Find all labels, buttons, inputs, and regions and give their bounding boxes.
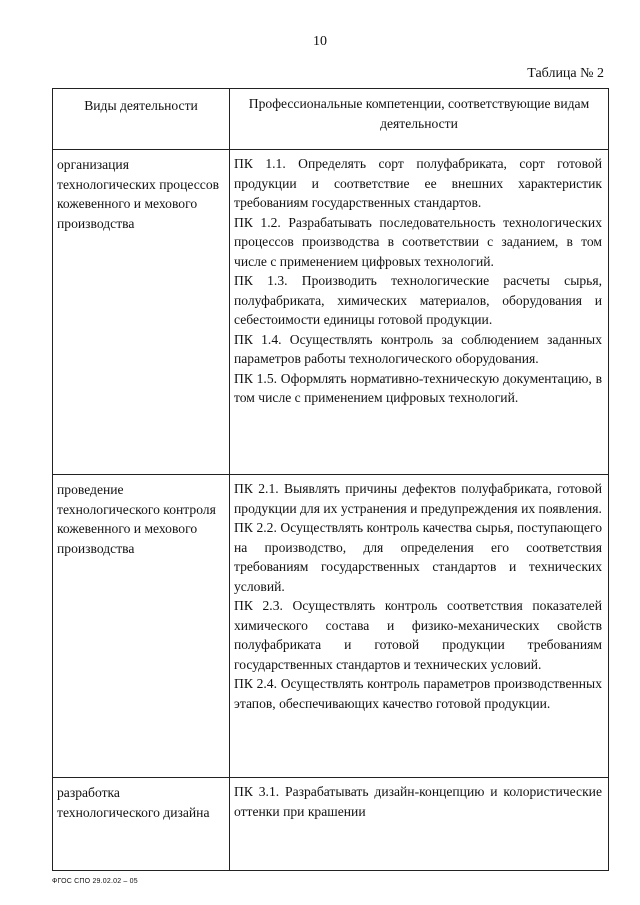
competency-cell (230, 778, 609, 871)
competency-table (52, 88, 609, 871)
competency-cell (230, 150, 609, 475)
table-header-row (53, 89, 609, 150)
header-activity: Виды деятельности (53, 89, 230, 150)
table-row (53, 778, 609, 871)
competency-item: ПК 2.4. Осуществлять контроль параметров производственных этапов, обеспечивающих качество готовой продукции. (234, 676, 602, 711)
competency-cell (230, 475, 609, 778)
activity-cell: организация технологических процессов кожевенного и мехового производства (53, 150, 230, 475)
competency-item: ПК 2.1. Выявлять причины дефектов полуфабриката, готовой продукции для их устранения и предупреждения их появления. (234, 481, 602, 516)
competency-item: ПК 2.2. Осуществлять контроль качества сырья, поступающего на производство, для определения его соответствия требованиям государственных стандартов и технических условий. (234, 520, 602, 594)
table-row (53, 475, 609, 778)
competency-item: ПК 1.1. Определять сорт полуфабриката, сорт готовой продукции и соответствие ее внешних характеристик требованиям государственных стандартов. (234, 156, 602, 210)
table-row (53, 150, 609, 475)
competency-item: ПК 1.3. Производить технологические расчеты сырья, полуфабриката, химических материалов, оборудования и себестоимости единицы готовой продукции. (234, 273, 602, 327)
competency-item: ПК 1.2. Разрабатывать последовательность технологических процессов производства в соответствии с заданием, в том числе с применением цифровых технологий. (234, 214, 602, 269)
competency-item: ПК 1.5. Оформлять нормативно-техническую документацию, в том числе с применением цифровых технологий. (234, 370, 602, 405)
activity-cell: проведение технологического контроля кожевенного и мехового производства (53, 475, 230, 778)
competency-item: ПК 3.1. Разрабатывать дизайн-концепцию и колористические оттенки при крашении (234, 784, 602, 819)
competency-item: ПК 2.3. Осуществлять контроль соответствия показателей химического состава и физико-механических свойств полуфабриката и готовой продукции требованиям государственных стандартов и технических условий. (234, 598, 602, 672)
competency-item: ПК 1.4. Осуществлять контроль за соблюдением заданных параметров работы технологического оборудования. (234, 331, 602, 366)
activity-cell: разработка технологического дизайна (53, 778, 230, 871)
table-caption: Таблица № 2 (527, 66, 604, 81)
page-number: 10 (313, 34, 327, 49)
header-competencies: Профессиональные компетенции, соответствующие видам деятельности (230, 89, 609, 150)
document-footer-code: ФГОС СПО 29.02.02 – 05 (52, 878, 138, 885)
